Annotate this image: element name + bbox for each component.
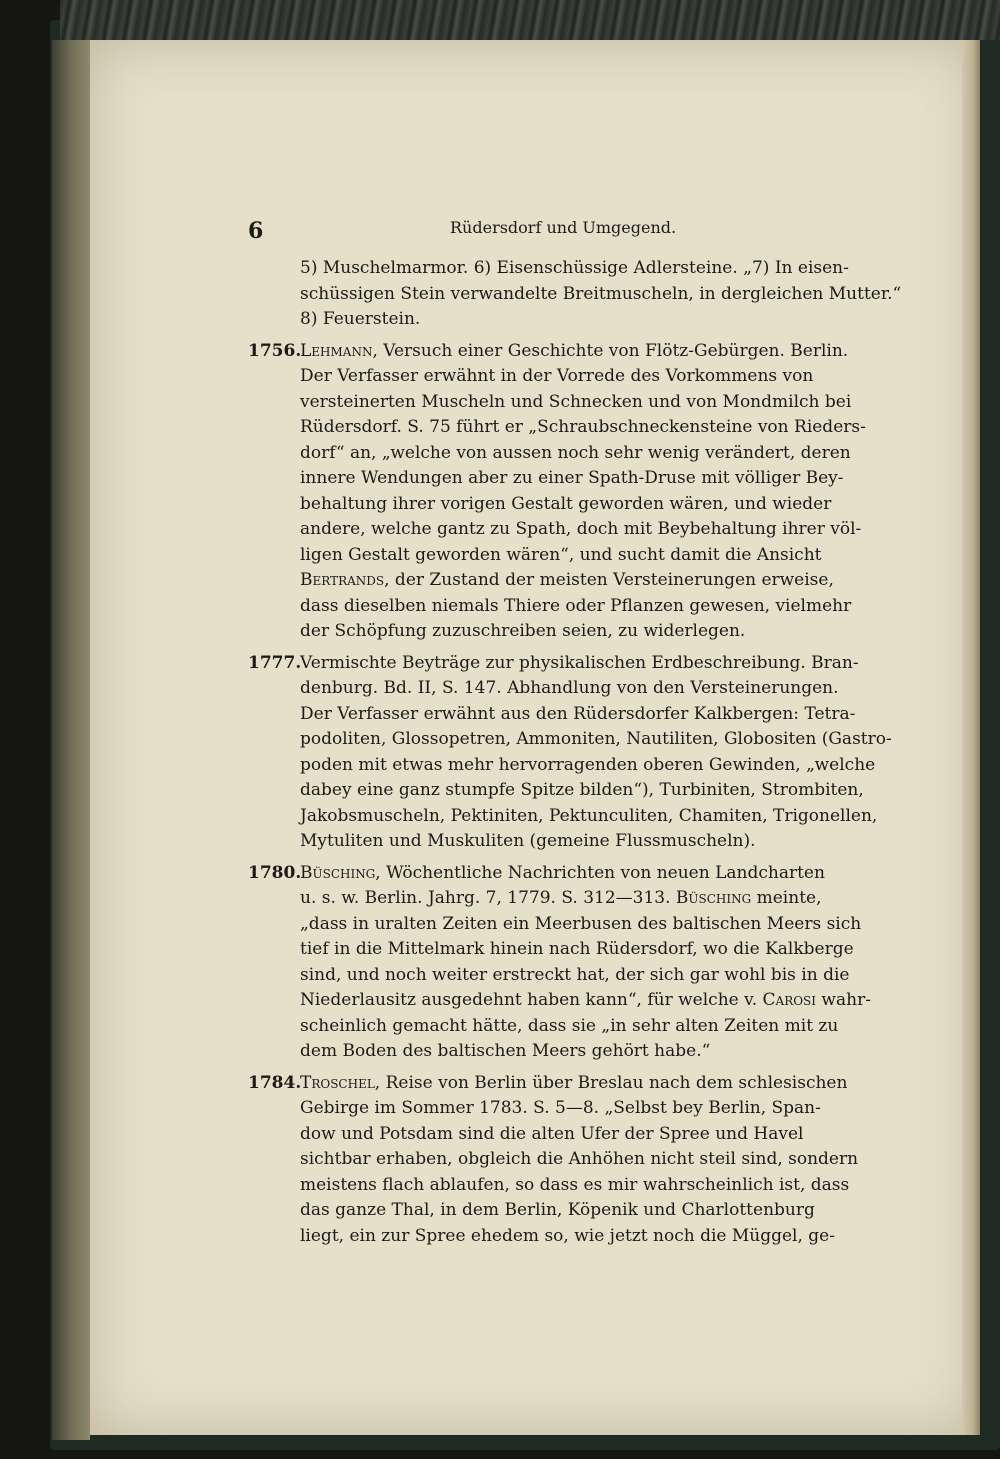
text-line: Der Verfasser erwähnt in der Vorrede des Vorkommens von	[300, 366, 814, 386]
text-line: dem Boden des baltischen Meers gehört habe.“	[300, 1041, 711, 1061]
text-line: schüssigen Stein verwandelte Breitmuscheln, in dergleichen Mutter.“	[300, 283, 902, 304]
author-name: Bertrands,	[300, 570, 390, 590]
continuation-paragraph	[300, 256, 902, 333]
text-fragment: der Zustand der meisten Versteinerungen erweise,	[389, 570, 834, 590]
text-line: dorf“ an, „welche von aussen noch sehr wenig verändert, deren	[300, 442, 851, 463]
text-line	[300, 568, 860, 594]
text-line: denburg. Bd. II, S. 147. Abhandlung von den Versteinerungen.	[300, 678, 839, 698]
text-fragment: Niederlausitz ausgedehnt haben kann“, für welche v.	[300, 990, 763, 1010]
text-line	[300, 861, 860, 887]
entry-year: 1756.	[248, 340, 302, 361]
text-fragment: u. s. w. Berlin. Jahrg. 7, 1779. S. 312—313.	[300, 888, 676, 908]
text-line: 8) Feuerstein.	[300, 309, 421, 329]
text-fragment: Versuch einer Geschichte von Flötz-Gebürgen. Berlin.	[377, 340, 849, 361]
bibliography-entry-1784	[248, 1071, 860, 1250]
text-fragment: Wöchentliche Nachrichten von neuen Landcharten	[380, 862, 825, 883]
running-head	[160, 210, 860, 250]
text-line: poden mit etwas mehr hervorragenden oberen Gewinden, „welche	[300, 754, 876, 775]
text-line: das ganze Thal, in dem Berlin, Köpenik und Charlottenburg	[300, 1200, 815, 1220]
text-line: Mytuliten und Muskuliten (gemeine Flussmuscheln).	[300, 831, 756, 851]
text-line: innere Wendungen aber zu einer Spath-Druse mit völliger Bey-	[300, 468, 844, 488]
text-line: der Schöpfung zuzuschreiben seien, zu widerlegen.	[300, 621, 746, 641]
text-line: Rüdersdorf. S. 75 führt er „Schraubschneckensteine von Rieders-	[300, 417, 866, 437]
text-line: dabey eine ganz stumpfe Spitze bilden“), Turbiniten, Strombiten,	[300, 780, 864, 800]
page-content	[160, 210, 902, 1249]
text-line: sind, und noch weiter erstreckt hat, der sich gar wohl bis in die	[300, 964, 850, 985]
page-stack-edge	[962, 40, 980, 1435]
book-spine-edge	[60, 0, 1000, 40]
text-line: ligen Gestalt geworden wären“, und sucht damit die Ansicht	[300, 544, 822, 565]
text-line: andere, welche gantz zu Spath, doch mit Beybehaltung ihrer völ-	[300, 519, 862, 539]
text-fragment: wahr-	[816, 990, 871, 1010]
text-line: dass dieselben niemals Thiere oder Pflanzen gewesen, vielmehr	[300, 595, 852, 616]
text-line: Vermischte Beyträge zur physikalischen Erdbeschreibung. Bran-	[300, 652, 859, 673]
author-name: Carosi	[762, 990, 817, 1010]
text-line: 5) Muschelmarmor. 6) Eisenschüssige Adlersteine. „7) In eisen-	[300, 258, 849, 278]
bibliography-entry-1780	[248, 861, 871, 1065]
page-number: 6	[248, 218, 264, 244]
text-line: versteinerten Muscheln und Schnecken und von Mondmilch bei	[300, 391, 852, 412]
entry-year: 1784.	[248, 1072, 302, 1093]
bibliography-entry-1756	[248, 339, 866, 645]
author-name: Büsching	[675, 888, 752, 908]
text-line: dow und Potsdam sind die alten Ufer der Spree und Havel	[300, 1123, 804, 1144]
text-line: scheinlich gemacht hätte, dass sie „in sehr alten Zeiten mit zu	[300, 1015, 839, 1036]
text-line: tief in die Mittelmark hinein nach Rüdersdorf, wo die Kalkberge	[300, 939, 854, 959]
text-line: sichtbar erhaben, obgleich die Anhöhen nicht steil sind, sondern	[300, 1149, 859, 1169]
text-line: behaltung ihrer vorigen Gestalt geworden wären, und wieder	[300, 493, 832, 514]
text-line: „dass in uralten Zeiten ein Meerbusen des baltischen Meers sich	[300, 913, 862, 934]
text-line	[300, 339, 860, 365]
text-fragment: Reise von Berlin über Breslau nach dem schlesischen	[380, 1072, 848, 1093]
entry-year: 1780.	[248, 862, 302, 883]
entry-year: 1777.	[248, 652, 302, 673]
text-line: liegt, ein zur Spree ehedem so, wie jetzt noch die Müggel, ge-	[300, 1225, 835, 1246]
page-header-title: Rüdersdorf und Umgegend.	[450, 218, 677, 237]
author-name: Lehmann,	[300, 340, 378, 361]
author-name: Troschel,	[300, 1072, 381, 1093]
text-line: meistens flach ablaufen, so dass es mir wahrscheinlich ist, dass	[300, 1174, 850, 1195]
bibliography-entry-1777	[248, 651, 892, 855]
text-line	[300, 988, 871, 1014]
text-line: Jakobsmuscheln, Pektiniten, Pektunculiten, Chamiten, Trigonellen,	[300, 805, 878, 826]
text-line	[300, 1071, 860, 1097]
text-line: podoliten, Glossopetren, Ammoniten, Nautiliten, Globositen (Gastro-	[300, 729, 892, 749]
text-fragment: meinte,	[751, 888, 822, 908]
text-line: Der Verfasser erwähnt aus den Rüdersdorfer Kalkbergen: Tetra-	[300, 703, 856, 724]
author-name: Büsching,	[300, 862, 381, 883]
text-line	[300, 886, 860, 912]
page-gutter	[52, 40, 90, 1440]
text-line: Gebirge im Sommer 1783. S. 5—8. „Selbst bey Berlin, Span-	[300, 1098, 821, 1118]
